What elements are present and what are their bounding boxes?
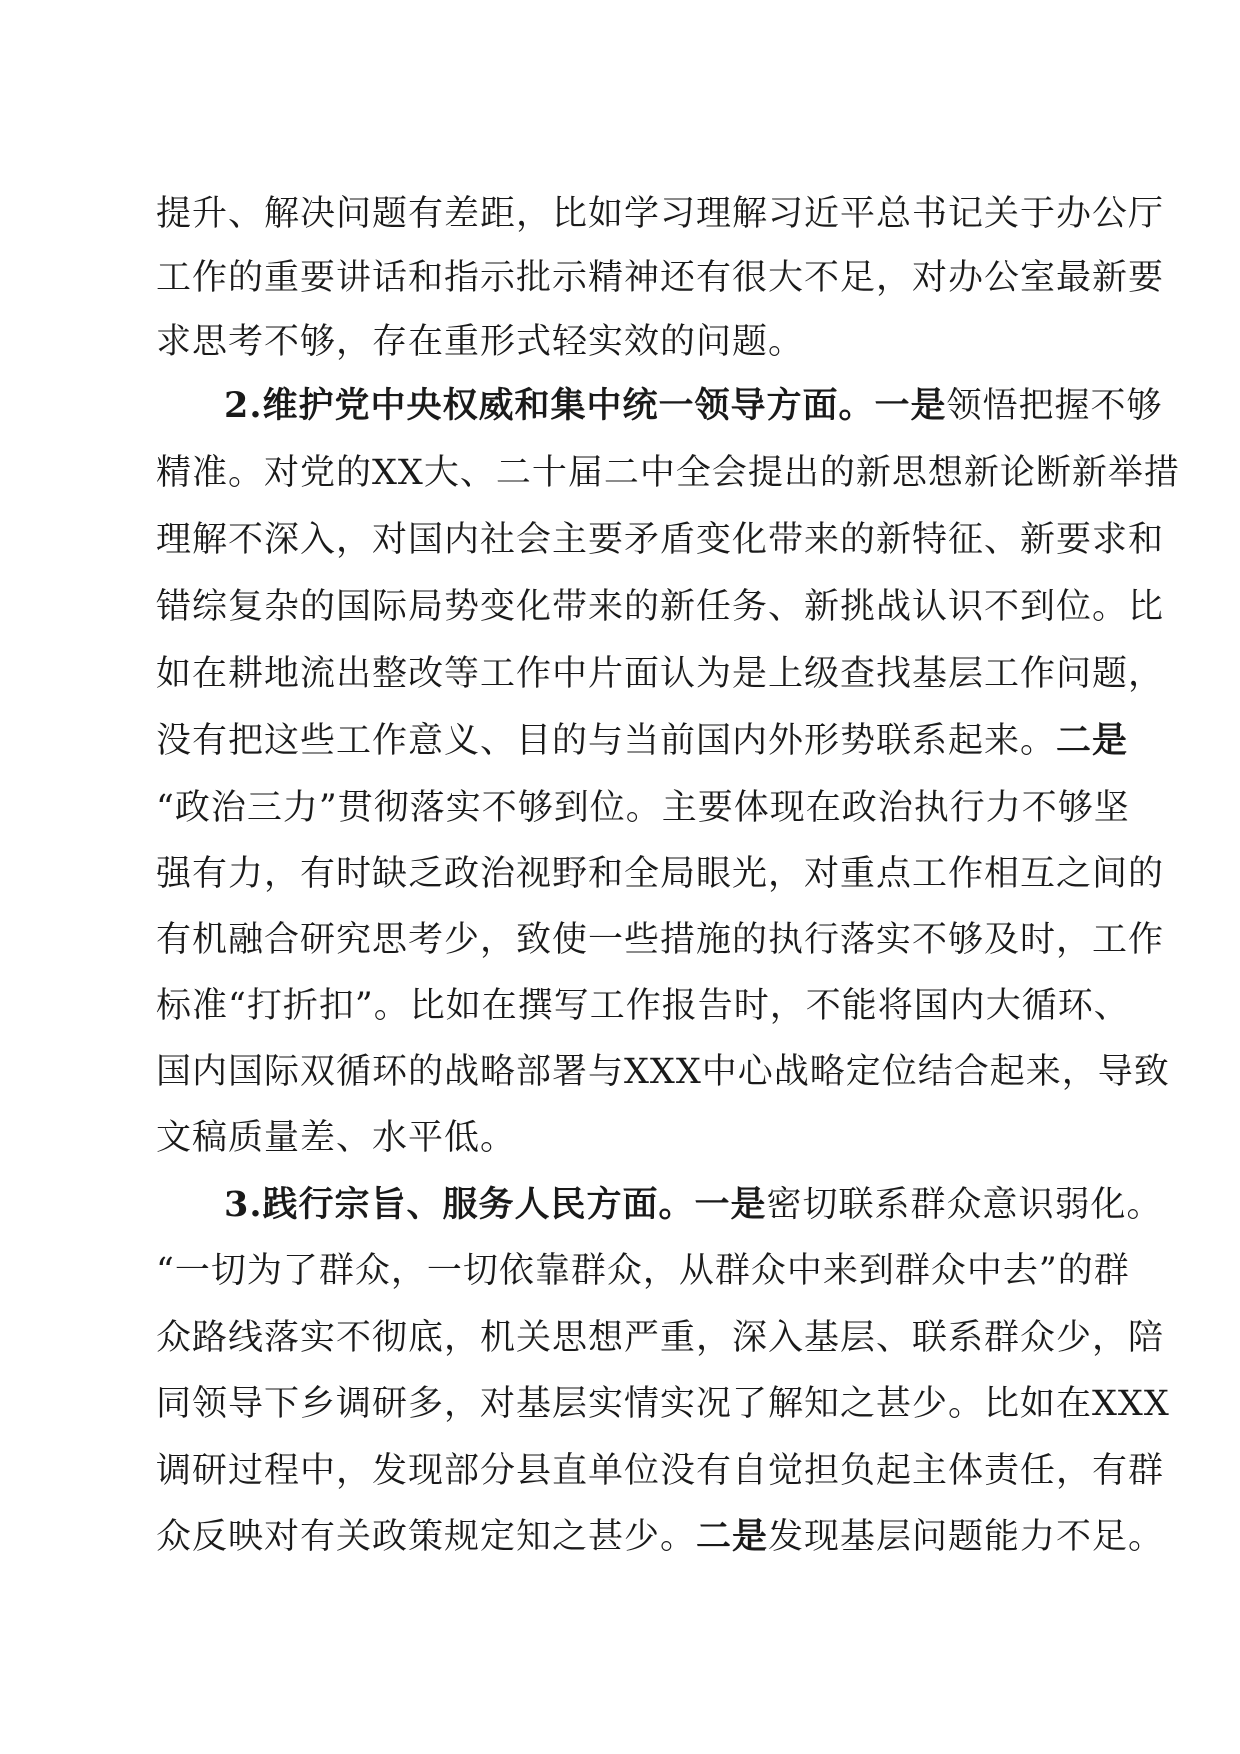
line-text: 同领导下乡调研多，对基层实情实况了解知之甚少。比如在XXX xyxy=(156,1384,1170,1424)
paragraph-line xyxy=(156,974,1130,1038)
line-text: 调研过程中，发现部分县直单位没有自觉担负起主体责任，有群 xyxy=(156,1451,1165,1491)
line-text: 理解不深入，对国内社会主要矛盾变化带来的新特征、新要求和 xyxy=(156,520,1165,560)
line-text: 有机融合研究思考少，致使一些措施的执行落实不够及时，工作 xyxy=(156,920,1165,960)
paragraph-line xyxy=(156,246,1165,310)
paragraph-line xyxy=(156,776,1130,840)
paragraph-line xyxy=(156,508,1165,572)
section-heading: 3.践行宗旨、服务人民方面。一是 xyxy=(224,1184,767,1225)
line-text-tail: 发现基层问题能力不足。 xyxy=(768,1517,1165,1557)
emphasis-marker: 二是 xyxy=(1056,720,1129,761)
section-heading-line xyxy=(224,1173,1163,1237)
line-text: “政治三力”贯彻落实不够到位。主要体现在政治执行力不够坚 xyxy=(156,788,1130,828)
line-text: 众反映对有关政策规定知之甚少。 xyxy=(156,1517,697,1557)
line-text: 求思考不够，存在重形式轻实效的问题。 xyxy=(156,322,805,362)
line-text: 领悟把握不够 xyxy=(946,386,1163,426)
line-text: 没有把这些工作意义、目的与当前国内外形势联系起来。 xyxy=(156,721,1057,761)
paragraph-line xyxy=(156,1106,1086,1170)
line-text: “一切为了群众，一切依靠群众，从群众中来到群众中去”的群 xyxy=(156,1251,1130,1291)
line-text: 众路线落实不彻底，机关思想严重，深入基层、联系群众少，陪 xyxy=(156,1318,1165,1358)
paragraph-line xyxy=(156,1306,1165,1370)
paragraph-line xyxy=(156,310,1086,374)
paragraph-line xyxy=(156,182,1165,246)
line-text: 如在耕地流出整改等工作中片面认为是上级查找基层工作问题， xyxy=(156,654,1165,694)
paragraph-line xyxy=(156,842,1165,906)
line-text: 错综复杂的国际局势变化带来的新任务、新挑战认识不到位。比 xyxy=(156,587,1165,627)
paragraph-line xyxy=(156,642,1165,706)
paragraph-line xyxy=(156,441,1180,505)
line-text: 提升、解决问题有差距，比如学习理解习近平总书记关于办公厅 xyxy=(156,194,1165,234)
line-text: 强有力，有时缺乏政治视野和全局眼光，对重点工作相互之间的 xyxy=(156,854,1165,894)
paragraph-line xyxy=(156,1439,1165,1503)
line-text: 国内国际双循环的战略部署与XXX中心战略定位结合起来，导致 xyxy=(156,1052,1170,1092)
line-text: 标准“打折扣”。比如在撰写工作报告时，不能将国内大循环、 xyxy=(156,986,1130,1026)
paragraph-line xyxy=(156,575,1165,639)
line-text: 文稿质量差、水平低。 xyxy=(156,1118,517,1158)
paragraph-line xyxy=(156,709,1129,773)
paragraph-line xyxy=(156,1239,1130,1303)
section-heading: 2.维护党中央权威和集中统一领导方面。一是 xyxy=(224,385,947,426)
paragraph-line xyxy=(156,908,1165,972)
emphasis-marker: 二是 xyxy=(696,1516,769,1557)
section-heading-line xyxy=(224,374,1163,438)
paragraph-line xyxy=(156,1505,1165,1569)
line-text: 工作的重要讲话和指示批示精神还有很大不足，对办公室最新要 xyxy=(156,258,1165,298)
paragraph-line xyxy=(156,1040,1170,1104)
line-text: 密切联系群众意识弱化。 xyxy=(766,1185,1163,1225)
paragraph-line xyxy=(156,1372,1170,1436)
line-text: 精准。对党的XX大、二十届二中全会提出的新思想新论断新举措 xyxy=(156,453,1180,493)
